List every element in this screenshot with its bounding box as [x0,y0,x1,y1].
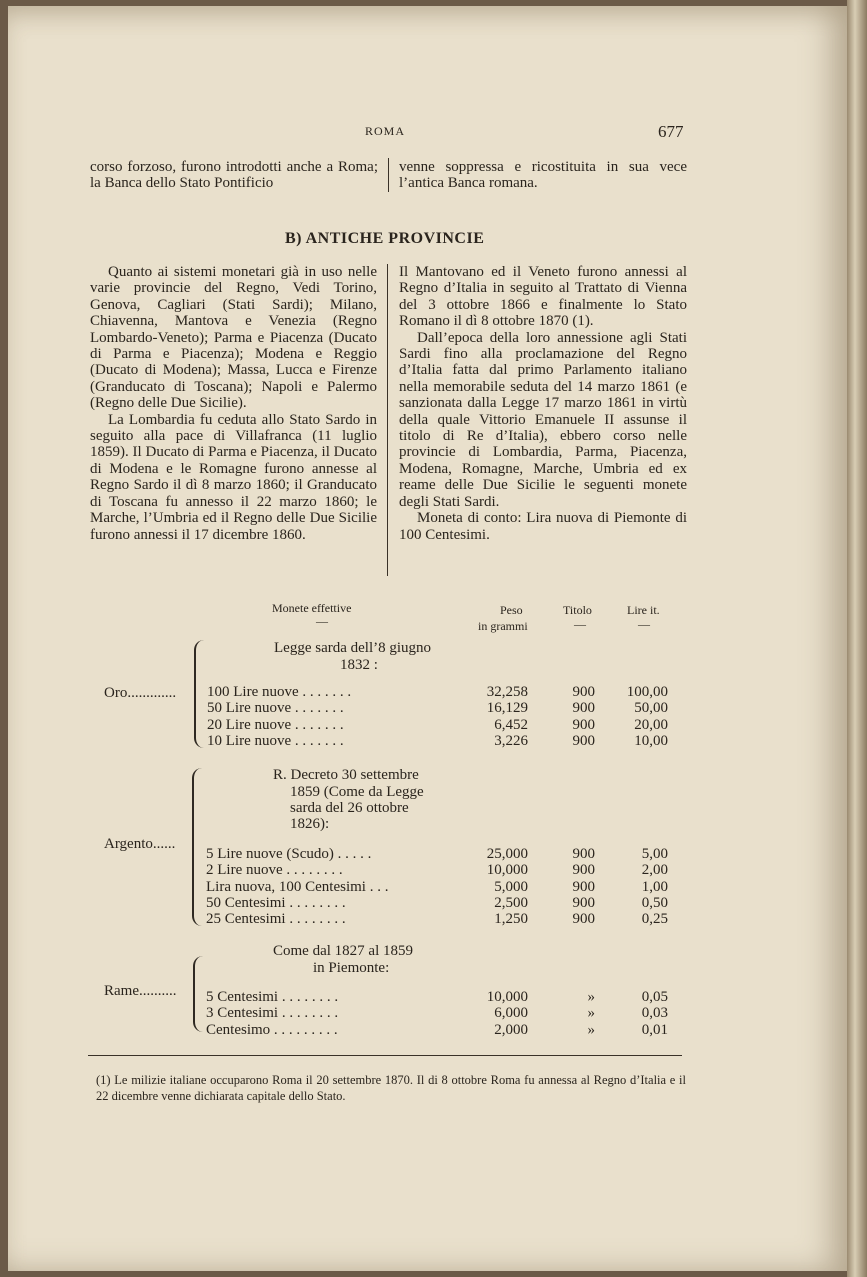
oro-titolo: 900 [572,700,595,717]
argento-lire: 2,00 [641,862,668,879]
left-paragraph-2: La Lombardia fu ceduta allo Stato Sardo in seguito alla pace di Villafranca (11 luglio 1859). Il Ducato di Parma e Piacenza, il Ducato di Modena e le Romagne furono annesse al Regno Sardo il dì 8 marzo 1860; il Granducato di Toscana fu annesso il 22 marzo 1860; le Marche, l’Umbria ed il Regno delle Due Sicilie furono annessi il 17 dicembre 1860. [90,411,377,543]
oro-label: Oro............. [104,685,177,701]
header-monete: Monete effettive [272,601,352,615]
argento-coin-name: 2 Lire nuove . . . . . . . . [206,862,343,879]
oro-peso: 3,226 [494,732,528,749]
argento-note-1: R. Decreto 30 settembre [273,767,419,783]
oro-peso: 16,129 [486,700,528,717]
argento-peso: 1,250 [494,911,528,928]
footnote: (1) Le milizie italiane occuparono Roma il 20 settembre 1870. Il di 8 ottobre Roma fu annessa al Regno d’Italia e il 22 dicembre venne dichiarata capitale dello Stato. [96,1073,686,1103]
argento-peso: 10,000 [486,862,528,879]
rame-lire: 0,03 [641,1005,668,1022]
left-column [90,264,377,543]
right-column [399,264,687,543]
column-divider-top [388,158,389,192]
argento-titolo: 900 [572,911,595,928]
oro-titolo: 900 [572,684,595,700]
argento-note-2: 1859 (Come da Legge [290,784,424,800]
argento-coin-name: Lira nuova, 100 Centesimi . . . [206,878,389,895]
argento-titolo: 900 [572,862,595,879]
rame-titolo: » [587,1005,595,1022]
oro-lire: 10,00 [634,732,668,749]
header-dash-lire: — [638,617,650,631]
argento-lire: 0,25 [641,911,668,928]
rame-titolo: » [587,1021,595,1038]
brace-oro [194,640,204,748]
oro-titolo: 900 [572,716,595,733]
rame-peso: 6,000 [494,1005,528,1022]
page-edge [847,0,867,1277]
argento-peso: 25,000 [486,846,528,862]
intro-right: venne soppressa e ricostituita in sua vece l’antica Banca romana. [399,159,687,192]
argento-peso: 5,000 [494,878,528,895]
oro-note-1: Legge sarda dell’8 giugno [274,640,432,656]
header-peso: Peso [500,603,523,617]
argento-coin-name: 5 Lire nuove (Scudo) . . . . . [206,846,372,862]
argento-coin-name: 50 Centesimi . . . . . . . . [206,894,346,911]
rame-titolo: » [587,989,595,1005]
rame-coin-name: 5 Centesimi . . . . . . . . [206,989,339,1005]
rame-peso: 10,000 [486,989,528,1005]
rame-note-1: Come dal 1827 al 1859 [273,943,413,959]
argento-note-4: 1826): [290,816,330,832]
oro-note-2: 1832 : [340,657,378,673]
rame-coin-name: 3 Centesimi . . . . . . . . [206,1005,339,1022]
argento-titolo: 900 [572,846,595,862]
header-dash-titolo: — [574,617,586,631]
argento-titolo: 900 [572,878,595,895]
rame-peso: 2,000 [494,1021,528,1038]
argento-lire: 0,50 [641,894,668,911]
oro-peso: 6,452 [494,716,528,733]
header-dash-monete: — [316,614,328,628]
oro-coin-name: 50 Lire nuove . . . . . . . [207,700,344,717]
argento-lire: 1,00 [641,878,668,895]
rame-lire: 0,01 [641,1021,668,1038]
section-title: B) ANTICHE PROVINCIE [285,230,485,247]
argento-titolo: 900 [572,894,595,911]
rame-note-2: in Piemonte: [313,960,390,976]
oro-lire: 50,00 [634,700,668,717]
rame-coin-name: Centesimo . . . . . . . . . [206,1021,338,1038]
oro-coin-name: 10 Lire nuove . . . . . . . [207,732,344,749]
argento-lire: 5,00 [641,846,668,862]
right-paragraph-3: Moneta di conto: Lira nuova di Piemonte di 100 Centesimi. [399,510,687,543]
running-header: ROMA [365,124,406,138]
left-paragraph-1: Quanto ai sistemi monetari già in uso nelle varie provincie del Regno, Vedi Torino, Genova, Cagliari (Stati Sardi); Milano, Chiavenna, Mantova e Venezia (Regno Lombardo-Veneto); Parma e Piacenza (Ducato di Parma e Piacenza); Modena e Reggio (Ducato di Modena); Massa, Lucca e Firenze (Granducato di Toscana); Napoli e Palermo (Regno delle Due Sicilie). [90,264,377,412]
header-peso-unit: in grammi [478,619,528,633]
brace-rame [193,956,203,1032]
argento-label: Argento...... [104,836,176,852]
header-lire: Lire it. [627,603,660,617]
page-number: 677 [658,122,684,141]
oro-coin-name: 100 Lire nuove . . . . . . . [207,684,352,700]
oro-titolo: 900 [572,732,595,749]
column-divider [387,264,388,576]
argento-peso: 2,500 [494,894,528,911]
oro-lire: 20,00 [634,716,668,733]
oro-peso: 32,258 [486,684,528,700]
intro-left: corso forzoso, furono introdotti anche a Roma; la Banca dello Stato Pontificio [90,159,378,192]
rame-label: Rame.......... [104,983,177,999]
header-titolo: Titolo [563,603,592,617]
argento-coin-name: 25 Centesimi . . . . . . . . [206,911,346,928]
brace-argento [192,768,202,926]
oro-coin-name: 20 Lire nuove . . . . . . . [207,716,344,733]
argento-note-3: sarda del 26 ottobre [290,800,409,816]
rame-lire: 0,05 [641,989,668,1005]
right-paragraph-2: Dall’epoca della loro annessione agli Stati Sardi fino alla proclamazione del Regno d’Italia fatta dal primo Parlamento italiano nella memorabile seduta del 14 marzo 1861 (e sanzionata dalla Legge 17 marzo 1861 in virtù della quale Vittorio Emanuele II assunse il titolo di Re d’Italia), ebbero corso nelle provincie di Lombardia, Parma, Piacenza, Modena, Romagne, Marche, Umbria ed ex reame delle Due Sicilie le seguenti monete degli Stati Sardi. [399,329,687,510]
right-paragraph-1: Il Mantovano ed il Veneto furono annessi al Regno d’Italia in seguito al Trattato di Vienna del 3 ottobre 1866 e finalmente lo Stato Romano il dì 8 ottobre 1870 (1). [399,264,687,330]
oro-lire: 100,00 [626,684,668,700]
footnote-rule [88,1055,682,1056]
